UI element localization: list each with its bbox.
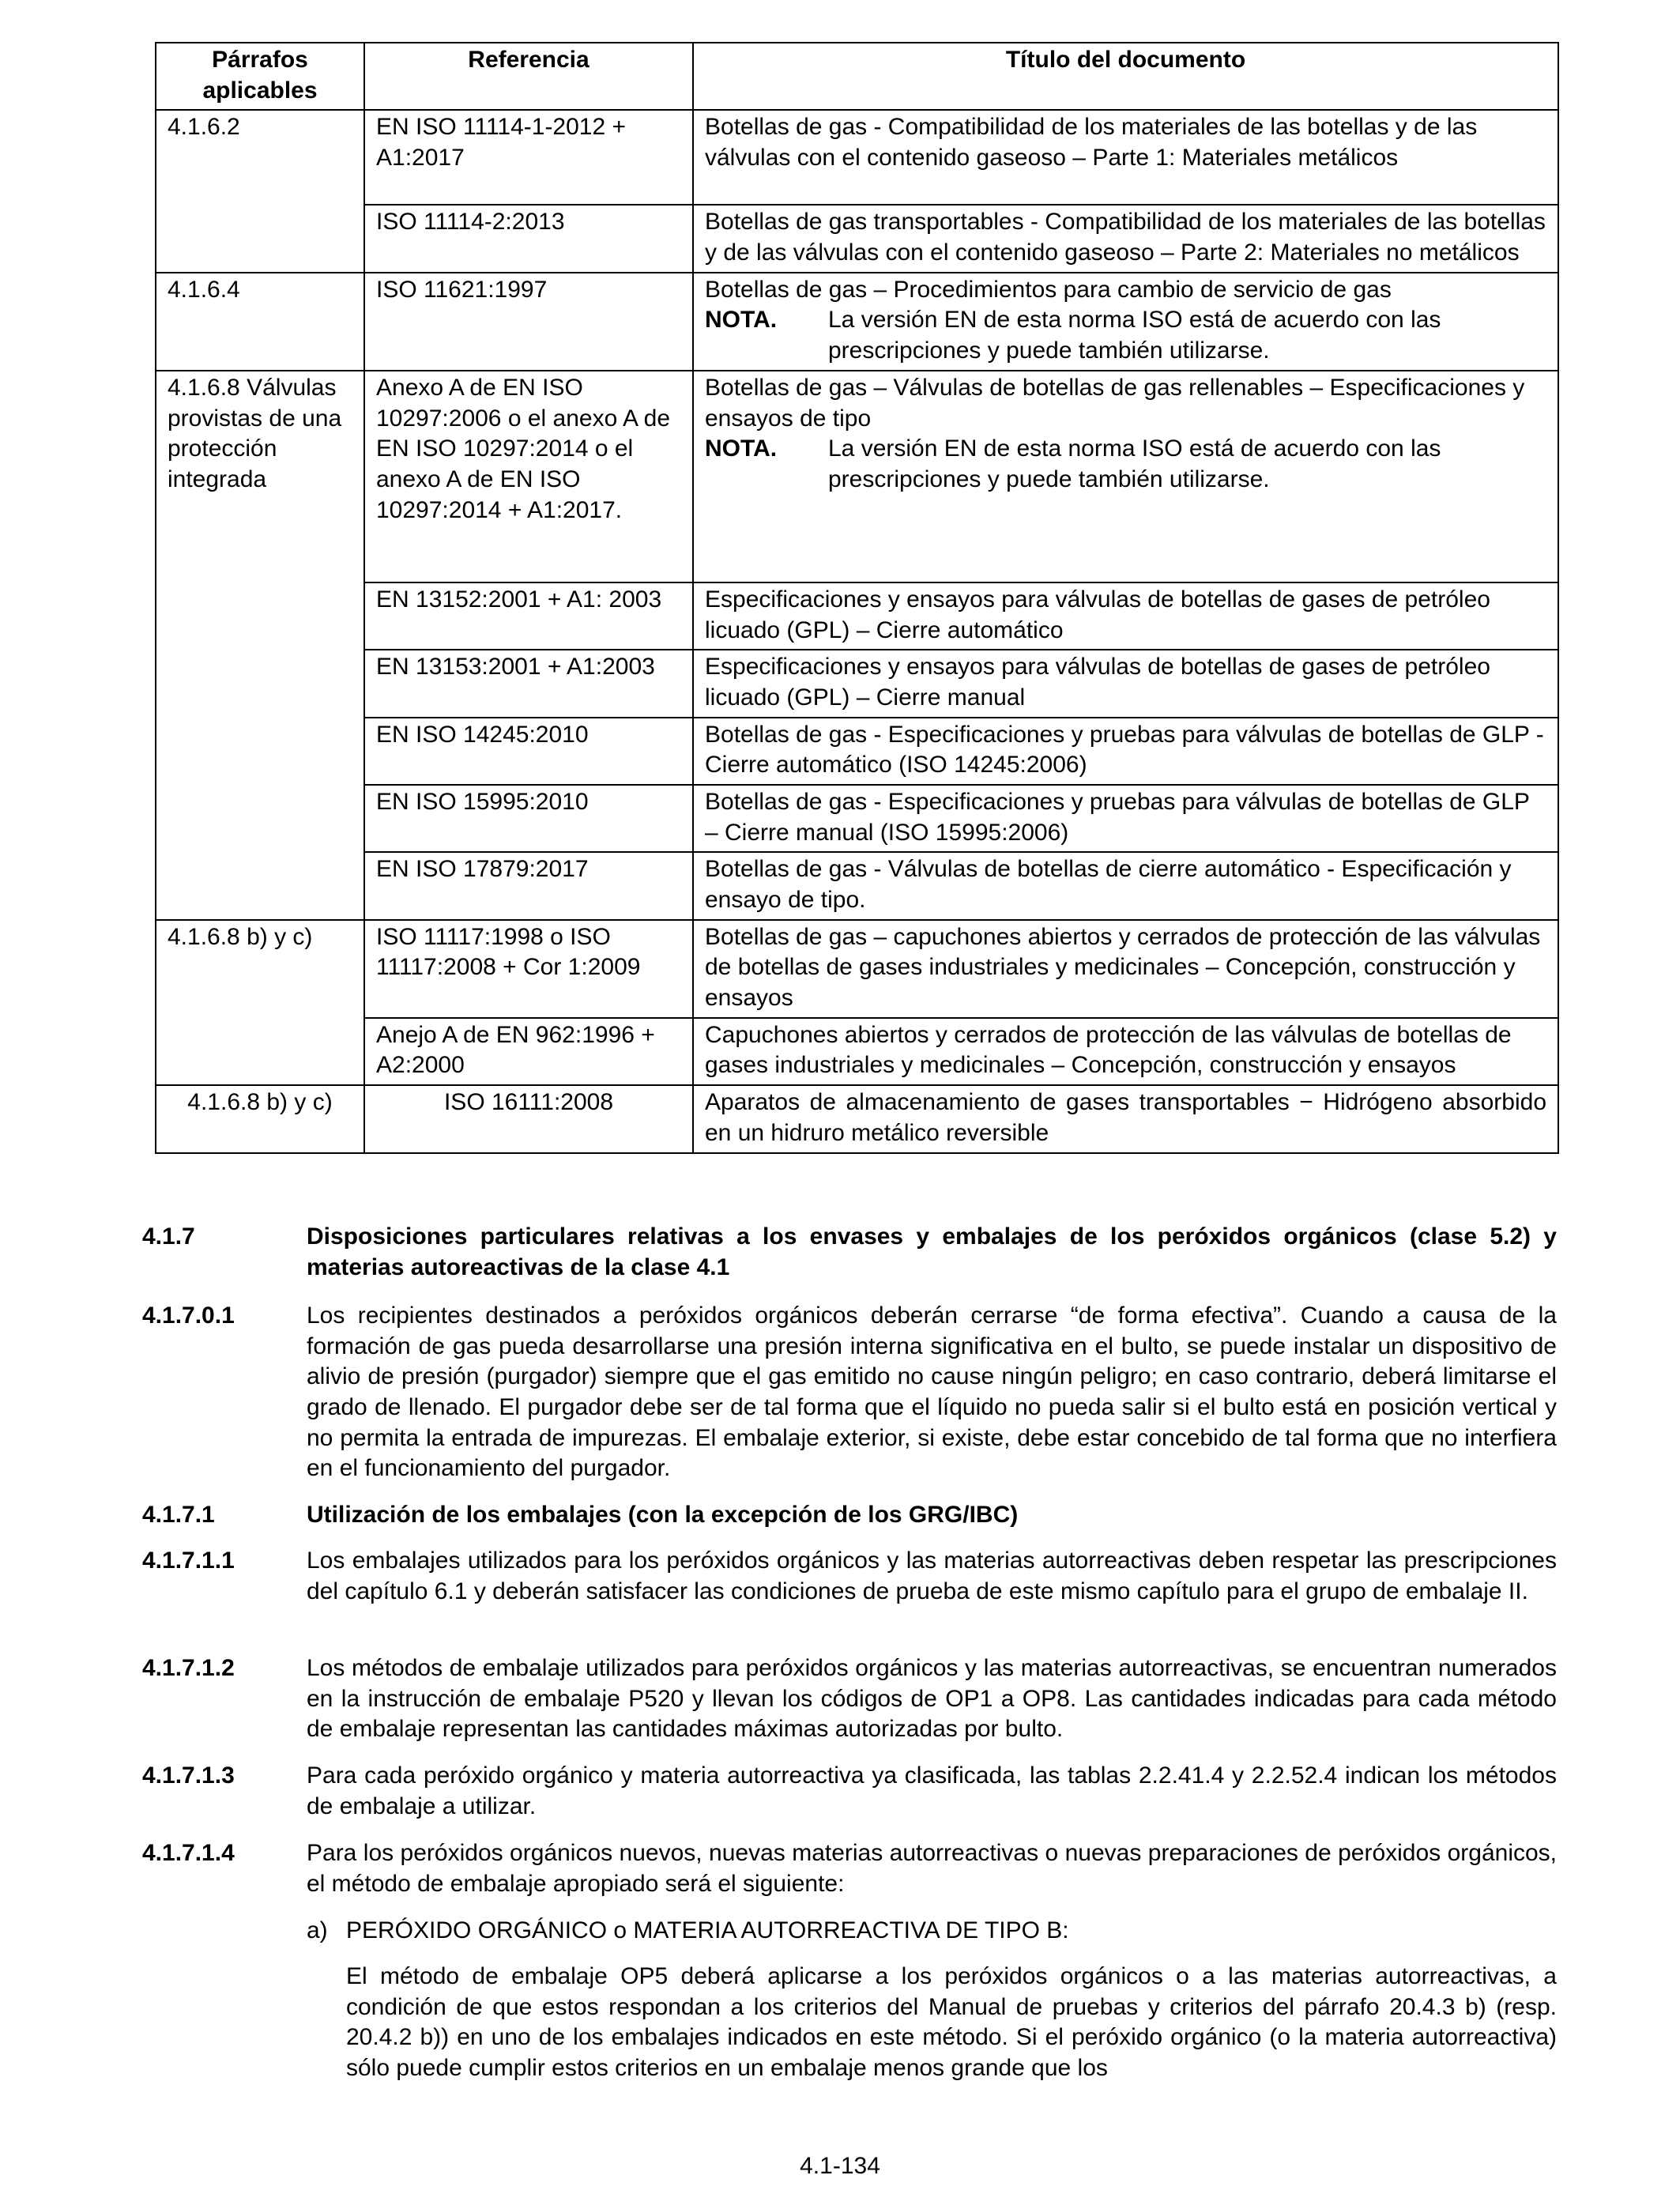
cell-reference: ISO 11117:1998 o ISO 11117:2008 + Cor 1:2009 bbox=[364, 920, 693, 1018]
section-number: 4.1.7.1.2 bbox=[142, 1655, 235, 1681]
cell-reference: EN 13152:2001 + A1: 2003 bbox=[364, 582, 693, 650]
table-row bbox=[156, 273, 1558, 371]
note-label: NOTA. bbox=[705, 435, 778, 462]
section-number: 4.1.7.0.1 bbox=[142, 1302, 235, 1329]
cell-reference: EN ISO 11114-1-2012 + A1:2017 bbox=[364, 110, 693, 205]
cell-paragraph: 4.1.6.8 b) y c) bbox=[156, 920, 364, 1018]
cell-paragraph bbox=[156, 582, 364, 650]
cell-title bbox=[693, 371, 1558, 582]
table-row bbox=[156, 718, 1558, 785]
table-row bbox=[156, 1085, 1558, 1152]
cell-reference: Anejo A de EN 962:1996 + A2:2000 bbox=[364, 1018, 693, 1085]
page-number: 4.1-134 bbox=[800, 2153, 880, 2179]
cell-paragraph bbox=[156, 650, 364, 717]
cell-reference: ISO 16111:2008 bbox=[364, 1085, 693, 1152]
section-4-1-7-1-2 bbox=[142, 1653, 1557, 1745]
table-row bbox=[156, 650, 1558, 717]
section-4-1-7-1-4 bbox=[142, 1838, 1557, 1899]
table-row bbox=[156, 205, 1558, 272]
section-text: Los embalajes utilizados para los peróxidos orgánicos y las materias autorreactivas deben respetar las prescripciones del capítulo 6.1 y deberán satisfacer las condiciones de prueba de este mismo capítulo para el grupo de embalaje II. bbox=[307, 1547, 1557, 1604]
section-4-1-7-1-3 bbox=[142, 1761, 1557, 1822]
cell-title bbox=[693, 273, 1558, 371]
cell-paragraph: 4.1.6.8 b) y c) bbox=[156, 1085, 364, 1152]
header-referencia: Referencia bbox=[364, 43, 693, 110]
section-number: 4.1.7.1.1 bbox=[142, 1547, 235, 1574]
header-titulo: Título del documento bbox=[693, 43, 1558, 110]
cell-title: Botellas de gas - Compatibilidad de los materiales de las botellas y de las válvulas con el contenido gaseoso – Parte 1: Materiales metálicos bbox=[693, 110, 1558, 205]
cell-title: Botellas de gas transportables - Compatibilidad de los materiales de las botellas y de las válvulas con el contenido gaseoso – Parte 2: Materiales no metálicos bbox=[693, 205, 1558, 272]
cell-title: Aparatos de almacenamiento de gases transportables − Hidrógeno absorbido en un hidruro metálico reversible bbox=[693, 1085, 1558, 1152]
table-row bbox=[156, 785, 1558, 852]
section-heading: Disposiciones particulares relativas a los envases y embalajes de los peróxidos orgánicos (clase 5.2) y materias autoreactivas de la clase 4.1 bbox=[307, 1223, 1557, 1280]
section-number: 4.1.7.1.3 bbox=[142, 1762, 235, 1789]
standards-table bbox=[155, 42, 1559, 1154]
header-parrafos: Párrafos aplicables bbox=[156, 43, 364, 110]
table-header-row bbox=[156, 43, 1558, 110]
note bbox=[705, 434, 1546, 495]
table-row bbox=[156, 110, 1558, 205]
list-item-a-paragraph: El método de embalaje OP5 deberá aplicarse a los peróxidos orgánicos o a las materias autorreactivas, a condición de que estos respondan a los criterios del Manual de pruebas y criterios del párrafo 20.4.3 b) (resp. 20.4.2 b)) en uno de los embalajes indicados en este método. Si el peróxido orgánico (o la materia autorreactiva) sólo puede cumplir estos criterios en un embalaje menos grande que los bbox=[346, 1963, 1557, 2082]
table-row bbox=[156, 920, 1558, 1018]
cell-paragraph: 4.1.6.2 bbox=[156, 110, 364, 205]
cell-title: Especificaciones y ensayos para válvulas de botellas de gases de petróleo licuado (GPL) – Cierre automático bbox=[693, 582, 1558, 650]
cell-title: Botellas de gas - Especificaciones y pruebas para válvulas de botellas de GLP – Cierre manual (ISO 15995:2006) bbox=[693, 785, 1558, 852]
cell-title: Capuchones abiertos y cerrados de protección de las válvulas de botellas de gases industriales y medicinales – Concepción, construcción y ensayos bbox=[693, 1018, 1558, 1085]
section-4-1-7-1-1 bbox=[142, 1546, 1557, 1607]
section-4-1-7-0-1 bbox=[142, 1301, 1557, 1484]
section-4-1-7-1 bbox=[142, 1500, 1557, 1531]
cell-title: Especificaciones y ensayos para válvulas de botellas de gases de petróleo licuado (GPL) – Cierre manual bbox=[693, 650, 1558, 717]
list-item-a bbox=[307, 1916, 1557, 1947]
table-row bbox=[156, 852, 1558, 919]
table-row bbox=[156, 1018, 1558, 1085]
list-item-heading: PERÓXIDO ORGÁNICO o MATERIA AUTORREACTIVA DE TIPO B: bbox=[346, 1917, 1069, 1943]
cell-title: Botellas de gas – capuchones abiertos y cerrados de protección de las válvulas de botellas de gases industriales y medicinales – Concepción, construcción y ensayos bbox=[693, 920, 1558, 1018]
cell-reference: EN ISO 14245:2010 bbox=[364, 718, 693, 785]
cell-paragraph bbox=[156, 852, 364, 919]
title-text: Botellas de gas – Procedimientos para cambio de servicio de gas bbox=[705, 276, 1392, 303]
cell-paragraph bbox=[156, 785, 364, 852]
note-text: La versión EN de esta norma ISO está de acuerdo con las prescripciones y puede también utilizarse. bbox=[828, 307, 1441, 364]
cell-paragraph bbox=[156, 718, 364, 785]
cell-paragraph: 4.1.6.8 Válvulas provistas de una protección integrada bbox=[156, 371, 364, 582]
cell-reference: ISO 11621:1997 bbox=[364, 273, 693, 371]
title-text: Botellas de gas – Válvulas de botellas de gas rellenables – Especificaciones y ensayos de tipo bbox=[705, 374, 1525, 432]
cell-paragraph bbox=[156, 205, 364, 272]
cell-title: Botellas de gas - Especificaciones y pruebas para válvulas de botellas de GLP - Cierre automático (ISO 14245:2006) bbox=[693, 718, 1558, 785]
section-4-1-7 bbox=[142, 1222, 1557, 1283]
list-marker: a) bbox=[307, 1917, 328, 1943]
section-number: 4.1.7 bbox=[142, 1223, 195, 1250]
section-text: Los recipientes destinados a peróxidos orgánicos deberán cerrarse “de forma efectiva”. Cuando a causa de la formación de gas pueda desarrollarse una presión interna significativa en el bulto, se puede instalar un dispositivo de alivio de presión (purgador) siempre que el gas emitido no cause ningún peligro; en caso contrario, deberá limitarse el grado de llenado. El purgador debe ser de tal forma que el líquido no pueda salir si el bulto está en posición vertical y no permita la entrada de impurezas. El embalaje exterior, si existe, debe estar concebido de tal forma que no interfiera en el funcionamiento del purgador. bbox=[307, 1302, 1557, 1482]
section-heading: Utilización de los embalajes (con la excepción de los GRG/IBC) bbox=[307, 1502, 1019, 1528]
cell-paragraph bbox=[156, 1018, 364, 1085]
cell-reference: Anexo A de EN ISO 10297:2006 o el anexo A de EN ISO 10297:2014 o el anexo A de EN ISO 10297:2014 + A1:2017. bbox=[364, 371, 693, 582]
section-text: Para los peróxidos orgánicos nuevos, nuevas materias autorreactivas o nuevas preparaciones de peróxidos orgánicos, el método de embalaje apropiado será el siguiente: bbox=[307, 1840, 1557, 1897]
cell-title: Botellas de gas - Válvulas de botellas de cierre automático - Especificación y ensayo de tipo. bbox=[693, 852, 1558, 919]
section-text: Para cada peróxido orgánico y materia autorreactiva ya clasificada, las tablas 2.2.41.4 y 2.2.52.4 indican los métodos de embalaje a utilizar. bbox=[307, 1762, 1557, 1819]
note bbox=[705, 305, 1546, 366]
note-text: La versión EN de esta norma ISO está de acuerdo con las prescripciones y puede también utilizarse. bbox=[828, 435, 1441, 492]
cell-reference: EN ISO 17879:2017 bbox=[364, 852, 693, 919]
table-row bbox=[156, 582, 1558, 650]
table-row bbox=[156, 371, 1558, 582]
note-label: NOTA. bbox=[705, 307, 778, 334]
cell-reference: ISO 11114-2:2013 bbox=[364, 205, 693, 272]
section-text: Los métodos de embalaje utilizados para peróxidos orgánicos y las materias autorreactivas, se encuentran numerados en la instrucción de embalaje P520 y llevan los códigos de OP1 a OP8. Las cantidades indicadas para cada método de embalaje representan las cantidades máximas autorizadas por bulto. bbox=[307, 1655, 1557, 1743]
cell-reference: EN 13153:2001 + A1:2003 bbox=[364, 650, 693, 717]
section-number: 4.1.7.1 bbox=[142, 1502, 215, 1528]
section-number: 4.1.7.1.4 bbox=[142, 1840, 235, 1866]
cell-reference: EN ISO 15995:2010 bbox=[364, 785, 693, 852]
cell-paragraph: 4.1.6.4 bbox=[156, 273, 364, 371]
